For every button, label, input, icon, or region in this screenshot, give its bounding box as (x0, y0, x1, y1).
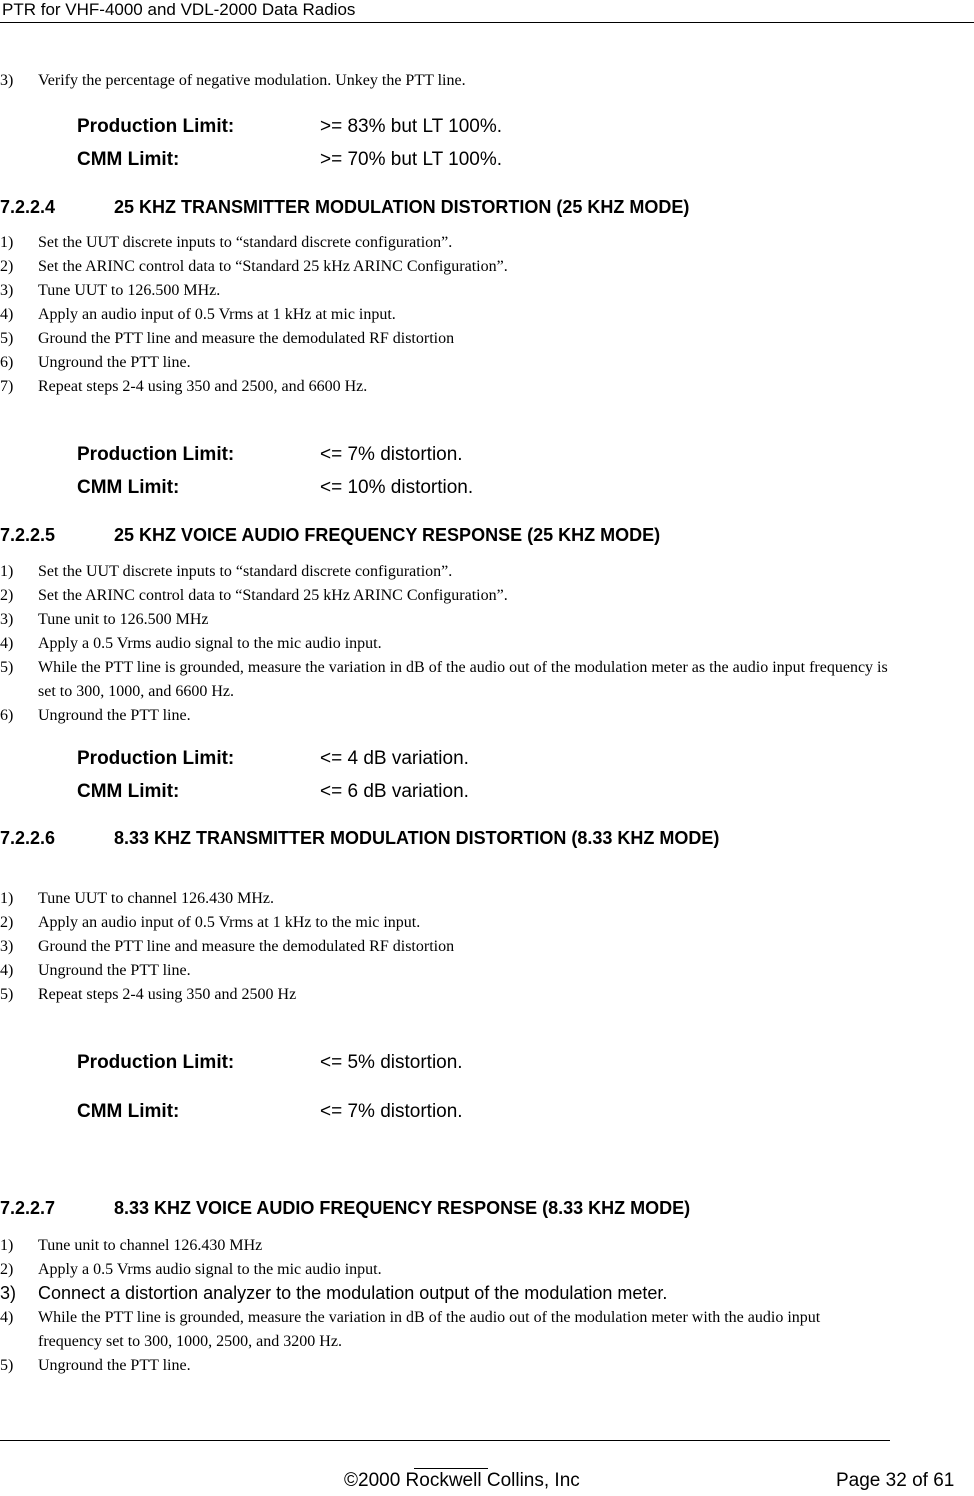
step-text: Unground the PTT line. (38, 1357, 191, 1374)
step-number: 2) (0, 914, 14, 931)
step-number: 4) (0, 962, 14, 979)
cmm-limit-value: <= 7% distortion. (320, 1101, 463, 1122)
production-limit-value: >= 83% but LT 100%. (320, 116, 503, 137)
section-title: 25 KHZ TRANSMITTER MODULATION DISTORTION (25 KHZ MODE) (114, 197, 690, 217)
step-number: 1) (0, 1237, 14, 1254)
section-title: 25 KHZ VOICE AUDIO FREQUENCY RESPONSE (25 KHZ MODE) (114, 525, 661, 545)
step-text: Set the UUT discrete inputs to “standard discrete configuration”. (38, 563, 453, 580)
section-title: 8.33 KHZ VOICE AUDIO FREQUENCY RESPONSE (8.33 KHZ MODE) (114, 1198, 691, 1218)
production-limit-value: <= 7% distortion. (320, 444, 463, 465)
step-text: Apply an audio input of 0.5 Vrms at 1 kHz to the mic input. (38, 914, 421, 931)
step-text: Verify the percentage of negative modulation. Unkey the PTT line. (38, 72, 466, 89)
footer-rule (0, 1440, 890, 1441)
section-number: 7.2.2.6 (0, 828, 56, 848)
step-text: Tune unit to 126.500 MHz (38, 611, 209, 628)
section-number: 7.2.2.7 (0, 1198, 56, 1218)
step-text: Unground the PTT line. (38, 707, 191, 724)
step-number: 3) (0, 938, 14, 955)
step-number: 3) (0, 1283, 17, 1303)
step-text: Set the ARINC control data to “Standard 25 kHz ARINC Configuration”. (38, 587, 508, 604)
step-text: While the PTT line is grounded, measure the variation in dB of the audio out of the modulation meter with the audio input frequency set to 300, 1000, 2500, and 3200 Hz. (38, 1309, 821, 1350)
production-limit-label: Production Limit: (77, 748, 235, 769)
step-number: 4) (0, 635, 14, 652)
header-title: PTR for VHF-4000 and VDL-2000 Data Radios (2, 0, 356, 19)
step-number: 5) (0, 986, 14, 1003)
footer-short-rule (414, 1468, 488, 1469)
section-title: 8.33 KHZ TRANSMITTER MODULATION DISTORTION (8.33 KHZ MODE) (114, 828, 720, 848)
section-number: 7.2.2.5 (0, 525, 56, 545)
step-text: Tune unit to channel 126.430 MHz (38, 1237, 263, 1254)
step-text: Ground the PTT line and measure the demodulated RF distortion (38, 330, 455, 347)
cmm-limit-label: CMM Limit: (77, 1101, 180, 1122)
production-limit-label: Production Limit: (77, 1052, 235, 1073)
cmm-limit-value: <= 10% distortion. (320, 477, 474, 498)
step-text: Set the UUT discrete inputs to “standard discrete configuration”. (38, 234, 453, 251)
step-text: Tune UUT to 126.500 MHz. (38, 282, 221, 299)
step-number: 2) (0, 1261, 14, 1278)
step-number: 5) (0, 330, 14, 347)
step-text: Unground the PTT line. (38, 962, 191, 979)
production-limit-label: Production Limit: (77, 116, 235, 137)
step-number: 1) (0, 234, 14, 251)
step-number: 5) (0, 1357, 14, 1374)
step-text: Ground the PTT line and measure the demodulated RF distortion (38, 938, 455, 955)
cmm-limit-label: CMM Limit: (77, 477, 180, 498)
cmm-limit-value: <= 6 dB variation. (320, 781, 469, 802)
step-text: Repeat steps 2-4 using 350 and 2500 Hz (38, 986, 297, 1003)
step-text: Set the ARINC control data to “Standard 25 kHz ARINC Configuration”. (38, 258, 508, 275)
step-text: Repeat steps 2-4 using 350 and 2500, and 6600 Hz. (38, 378, 368, 395)
section-number: 7.2.2.4 (0, 197, 56, 217)
page-header (0, 0, 974, 23)
production-limit-label: Production Limit: (77, 444, 235, 465)
step-number: 6) (0, 354, 14, 371)
step-number: 2) (0, 258, 14, 275)
step-number: 4) (0, 1309, 14, 1326)
step-number: 3) (0, 611, 14, 628)
step-number: 5) (0, 659, 14, 676)
footer-copyright: ©2000 Rockwell Collins, Inc (344, 1470, 580, 1491)
step-number: 7) (0, 378, 14, 395)
step-text: Tune UUT to channel 126.430 MHz. (38, 890, 274, 907)
cmm-limit-value: >= 70% but LT 100%. (320, 149, 503, 170)
cmm-limit-label: CMM Limit: (77, 149, 180, 170)
step-number: 1) (0, 890, 14, 907)
production-limit-value: <= 5% distortion. (320, 1052, 463, 1073)
production-limit-value: <= 4 dB variation. (320, 748, 469, 769)
step-number: 3) (0, 282, 14, 299)
step-text: Connect a distortion analyzer to the modulation output of the modulation meter. (38, 1283, 668, 1303)
step-text: Apply an audio input of 0.5 Vrms at 1 kHz at mic input. (38, 306, 396, 323)
cmm-limit-label: CMM Limit: (77, 781, 180, 802)
step-text: While the PTT line is grounded, measure the variation in dB of the audio out of the modulation meter as the audio input frequency is set to 300, 1000, and 6600 Hz. (38, 659, 888, 700)
step-number: 2) (0, 587, 14, 604)
step-number: 3) (0, 72, 14, 89)
page-number: Page 32 of 61 (836, 1470, 955, 1491)
step-number: 1) (0, 563, 14, 580)
step-text: Apply a 0.5 Vrms audio signal to the mic audio input. (38, 1261, 382, 1278)
step-text: Unground the PTT line. (38, 354, 191, 371)
step-text: Apply a 0.5 Vrms audio signal to the mic audio input. (38, 635, 382, 652)
step-number: 6) (0, 707, 14, 724)
step-number: 4) (0, 306, 14, 323)
